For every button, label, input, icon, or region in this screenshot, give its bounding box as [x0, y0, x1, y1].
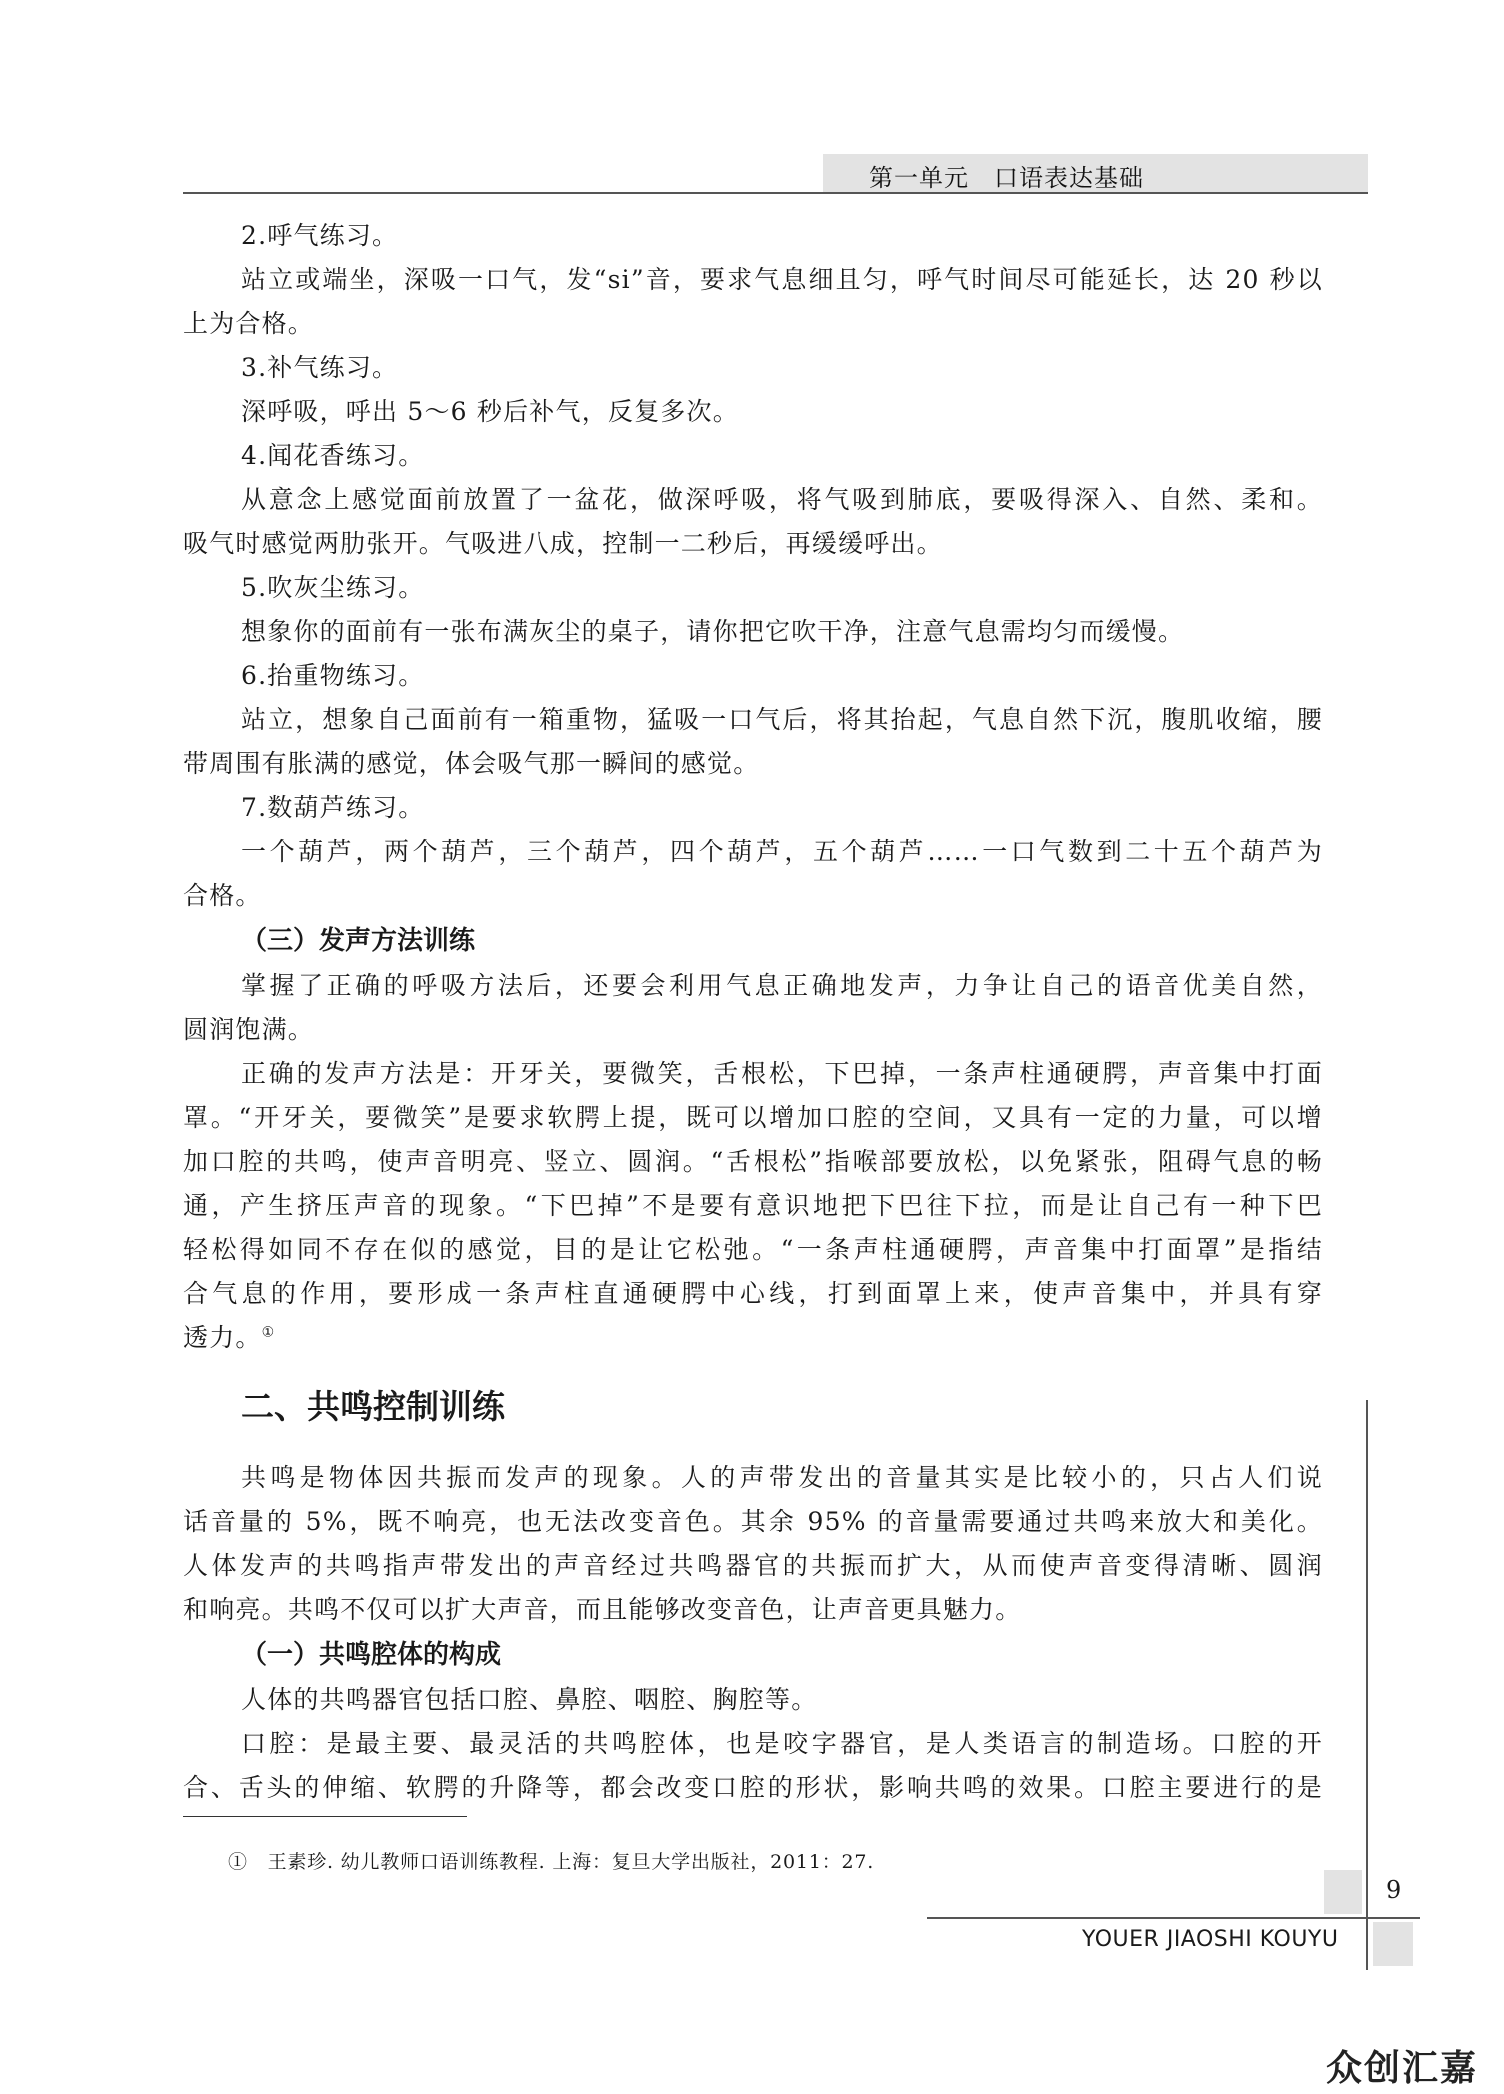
line-text: 人体的共鸣器官包括口腔、鼻腔、咽腔、胸腔等。 [241, 1685, 818, 1714]
text-line [183, 1096, 1323, 1140]
header-title: 第一单元 口语表达基础 [869, 164, 1144, 192]
line-text: （三）发声方法训练 [241, 926, 476, 956]
text-line [183, 1456, 1323, 1500]
line-text: 深呼吸，呼出 5～6 秒后补气，反复多次。 [241, 397, 739, 426]
text-line [183, 698, 1323, 742]
text-line [183, 654, 1323, 698]
line-text: 6.抬重物练习。 [241, 661, 425, 690]
text-line [183, 258, 1323, 302]
text-line [183, 522, 1323, 566]
line-text: 合气息的作用，要形成一条声柱直通硬腭中心线，打到面罩上来，使声音集中，并具有穿 [183, 1279, 1323, 1308]
line-text: 圆润饱满。 [183, 1015, 315, 1044]
text-line [183, 1184, 1323, 1228]
line-text: 2.呼气练习。 [241, 221, 399, 250]
text-line [183, 434, 1323, 478]
line-text: 带周围有胀满的感觉，体会吸气那一瞬间的感觉。 [183, 749, 760, 778]
line-text: 口腔：是最主要、最灵活的共鸣腔体，也是咬字器官，是人类语言的制造场。口腔的开 [241, 1729, 1323, 1758]
page-box [1373, 1922, 1413, 1966]
line-text: 一个葫芦，两个葫芦，三个葫芦，四个葫芦，五个葫芦……一口气数到二十五个葫芦为 [241, 837, 1323, 866]
line-text: 人体发声的共鸣指声带发出的声音经过共鸣器官的共振而扩大，从而使声音变得清晰、圆润 [183, 1551, 1323, 1580]
line-text: 7.数葫芦练习。 [241, 793, 425, 822]
line-text: 二、共鸣控制训练 [241, 1387, 505, 1426]
section-heading [241, 1382, 1323, 1432]
line-text: 3.补气练习。 [241, 353, 399, 382]
line-text: 掌握了正确的呼吸方法后，还要会利用气息正确地发声，力争让自己的语音优美自然， [241, 971, 1323, 1000]
text-line [183, 566, 1323, 610]
line-text: 和响亮。共鸣不仅可以扩大声音，而且能够改变音色，让声音更具魅力。 [183, 1595, 1022, 1624]
footnote-rule [183, 1816, 467, 1817]
text-line [183, 478, 1323, 522]
text-line [183, 1052, 1323, 1096]
subsection-heading [183, 918, 1323, 964]
text-line [183, 390, 1323, 434]
text-line [183, 1272, 1323, 1316]
line-text: 合格。 [183, 881, 262, 910]
line-text: 共鸣是物体因共振而发声的现象。人的声带发出的音量其实是比较小的，只占人们说 [241, 1463, 1323, 1492]
text-line [183, 214, 1323, 258]
text-line [183, 964, 1323, 1008]
header-rule [183, 192, 1368, 194]
text-line [183, 742, 1323, 786]
line-text: 吸气时感觉两肋张开。气吸进八成，控制一二秒后，再缓缓呼出。 [183, 529, 943, 558]
page-number: 9 [1386, 1876, 1402, 1904]
page-body [183, 214, 1323, 1810]
line-text: 4.闻花香练习。 [241, 441, 425, 470]
text-line [183, 1008, 1323, 1052]
line-text: 想象你的面前有一张布满灰尘的桌子，请你把它吹干净，注意气息需均匀而缓慢。 [241, 617, 1185, 646]
text-line [183, 346, 1323, 390]
footnote: ① 王素珍. 幼儿教师口语训练教程. 上海：复旦大学出版社，2011：27. [228, 1851, 875, 1873]
line-text: 5.吹灰尘练习。 [241, 573, 425, 602]
line-text: 话音量的 5%，既不响亮，也无法改变音色。其余 95% 的音量需要通过共鸣来放大和美化。 [183, 1507, 1323, 1536]
line-text: 通，产生挤压声音的现象。“下巴掉”不是要有意识地把下巴往下拉，而是让自己有一种下巴 [183, 1191, 1323, 1220]
line-text: 上为合格。 [183, 309, 315, 338]
text-line [183, 1228, 1323, 1272]
line-text: 从意念上感觉面前放置了一盆花，做深呼吸，将气吸到肺底，要吸得深入、自然、柔和。 [241, 485, 1323, 514]
series-title: YOUER JIAOSHI KOUYU [1082, 1927, 1339, 1952]
line-text: 合、舌头的伸缩、软腭的升降等，都会改变口腔的形状，影响共鸣的效果。口腔主要进行的是 [183, 1773, 1323, 1802]
running-header [183, 154, 1368, 192]
text-line [183, 874, 1323, 918]
text-line [183, 610, 1323, 654]
line-text: 站立，想象自己面前有一箱重物，猛吸一口气后，将其抬起，气息自然下沉，腹肌收缩，腰 [241, 705, 1323, 734]
text-line [183, 786, 1323, 830]
text-line [183, 1588, 1323, 1632]
text-line [183, 1722, 1323, 1766]
line-text: 加口腔的共鸣，使声音明亮、竖立、圆润。“舌根松”指喉部要放松，以免紧张，阻碍气息的畅 [183, 1147, 1323, 1176]
footnote-marker: ① [261, 1324, 276, 1341]
line-text: 站立或端坐，深吸一口气，发“si”音，要求气息细且匀，呼气时间尽可能延长，达 20 秒以 [241, 265, 1323, 294]
margin-rule [1366, 1400, 1368, 1970]
text-line [183, 1678, 1323, 1722]
text-line [183, 302, 1323, 346]
line-text: 罩。“开牙关，要微笑”是要求软腭上提，既可以增加口腔的空间，又具有一定的力量，可以增 [183, 1103, 1323, 1132]
line-text: 透力。 [183, 1323, 262, 1352]
text-line [183, 830, 1323, 874]
page-box [1324, 1870, 1362, 1914]
footer-rule [927, 1917, 1420, 1919]
text-line [183, 1500, 1323, 1544]
subsection-heading [183, 1632, 1323, 1678]
text-line [183, 1544, 1323, 1588]
line-text: （一）共鸣腔体的构成 [241, 1640, 502, 1670]
line-text: 轻松得如同不存在似的感觉，目的是让它松弛。“一条声柱通硬腭，声音集中打面罩”是指结 [183, 1235, 1323, 1264]
text-line [183, 1316, 1323, 1360]
line-text: 正确的发声方法是：开牙关，要微笑，舌根松，下巴掉，一条声柱通硬腭，声音集中打面 [241, 1059, 1323, 1088]
text-line [183, 1140, 1323, 1184]
text-line [183, 1766, 1323, 1810]
watermark-logo: 众创汇嘉 [1326, 2048, 1479, 2089]
